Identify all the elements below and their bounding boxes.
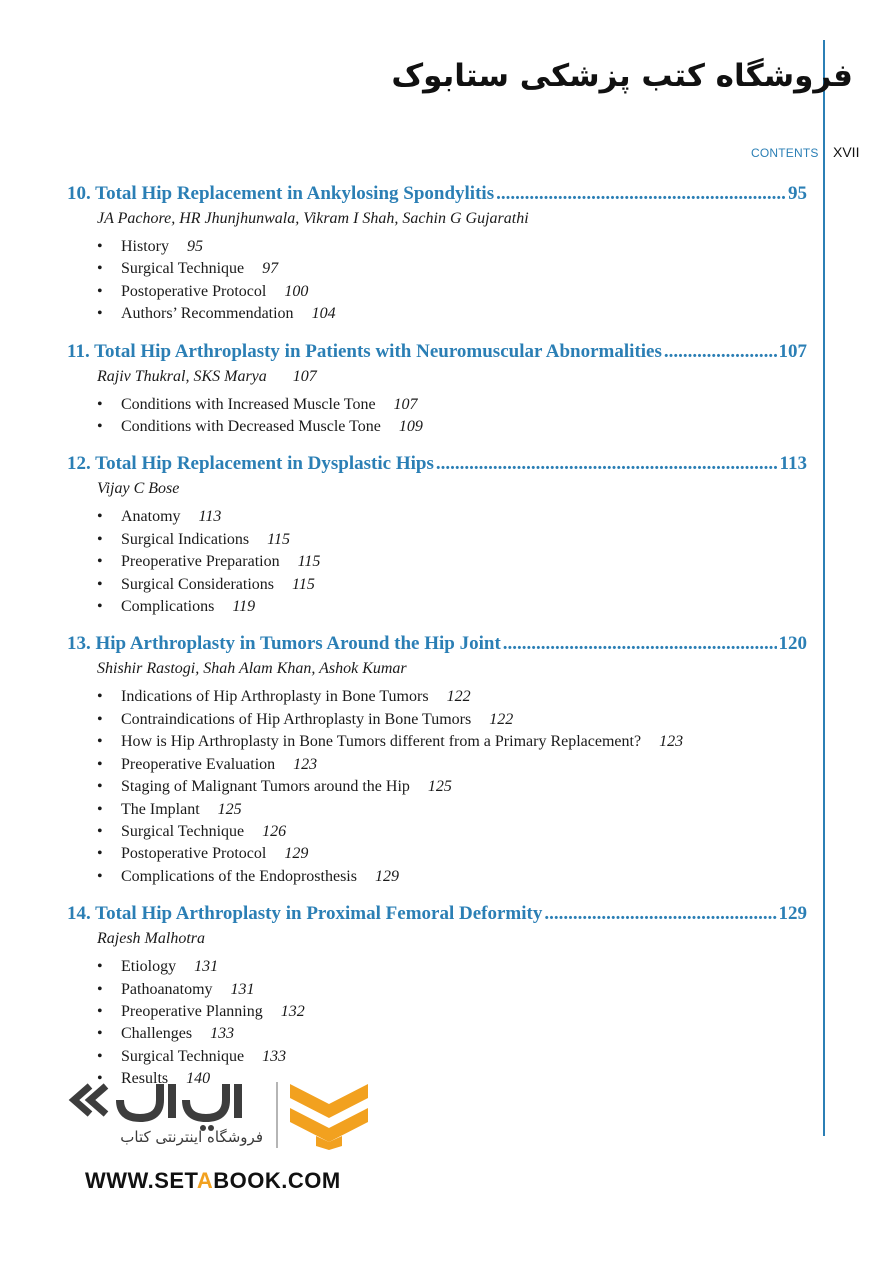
section-page: 119 bbox=[232, 598, 256, 616]
section-item[interactable] bbox=[97, 799, 807, 821]
section-label: Postoperative Protocol bbox=[121, 845, 267, 863]
chapter-entry bbox=[67, 630, 807, 888]
section-label: Preoperative Planning bbox=[121, 1002, 263, 1020]
section-list bbox=[67, 686, 807, 888]
chapter-title-line[interactable] bbox=[67, 630, 807, 658]
section-page: 123 bbox=[659, 733, 684, 751]
section-page: 125 bbox=[217, 800, 242, 818]
section-label: Staging of Malignant Tumors around the Hip bbox=[121, 778, 410, 796]
leader-dots bbox=[503, 630, 777, 658]
section-label: Surgical Indications bbox=[121, 530, 250, 548]
section-label: Conditions with Increased Muscle Tone bbox=[121, 395, 376, 413]
section-page: 107 bbox=[393, 395, 418, 413]
section-page: 95 bbox=[187, 238, 203, 255]
chapter-title-line[interactable] bbox=[67, 338, 807, 366]
section-label: How is Hip Arthroplasty in Bone Tumors different from a Primary Replacement? bbox=[121, 733, 642, 751]
section-page: 113 bbox=[198, 508, 222, 526]
chapter-title[interactable]: 10. Total Hip Replacement in Ankylosing Spondylitis bbox=[67, 183, 495, 204]
watermark-divider bbox=[276, 1082, 278, 1148]
section-page: 115 bbox=[292, 575, 315, 593]
chapter-page: 129 bbox=[778, 903, 807, 925]
url-prefix: WWW.SET bbox=[85, 1168, 197, 1193]
chapter-authors bbox=[97, 478, 807, 500]
chapter-authors bbox=[97, 658, 807, 680]
section-item[interactable] bbox=[97, 574, 807, 596]
section-label: Preoperative Evaluation bbox=[121, 755, 276, 773]
section-item[interactable] bbox=[97, 776, 807, 798]
section-page: 122 bbox=[489, 710, 514, 728]
leader-dots bbox=[436, 450, 778, 478]
section-item[interactable] bbox=[97, 236, 807, 258]
section-label: Challenges bbox=[121, 1025, 193, 1043]
margin-rule bbox=[823, 40, 825, 1136]
section-label: Complications bbox=[121, 598, 215, 616]
chapter-entry bbox=[67, 180, 807, 326]
section-item[interactable] bbox=[97, 979, 807, 1001]
section-item[interactable] bbox=[97, 551, 807, 573]
section-item[interactable] bbox=[97, 596, 807, 618]
section-label: Preoperative Preparation bbox=[121, 553, 280, 571]
section-page: 133 bbox=[210, 1025, 235, 1043]
section-label: Authors’ Recommendation bbox=[121, 305, 294, 323]
table-of-contents bbox=[67, 180, 807, 1103]
chapter-authors bbox=[97, 208, 807, 230]
chapter-entry bbox=[67, 450, 807, 618]
section-page: 125 bbox=[427, 778, 452, 796]
chapter-title[interactable]: 13. Hip Arthroplasty in Tumors Around the Hip Joint bbox=[67, 633, 501, 655]
section-item[interactable] bbox=[97, 303, 807, 325]
section-item[interactable] bbox=[97, 416, 807, 438]
chapter-page: 107 bbox=[778, 340, 807, 362]
section-label: Surgical Technique bbox=[121, 260, 245, 278]
chapter-page: 120 bbox=[778, 633, 807, 655]
section-page: 100 bbox=[284, 282, 309, 300]
chapter-title-line[interactable] bbox=[67, 180, 807, 208]
section-page: 109 bbox=[398, 418, 423, 436]
chapter-title[interactable]: 11. Total Hip Arthroplasty in Patients with Neuromuscular Abnormalities bbox=[67, 340, 662, 362]
watermark-tagline: فروشگاه اینترنتی کتاب bbox=[120, 1128, 263, 1146]
section-label: Conditions with Decreased Muscle Tone bbox=[121, 418, 381, 436]
section-list bbox=[67, 956, 807, 1090]
section-page: 104 bbox=[311, 305, 336, 323]
section-page: 133 bbox=[262, 1047, 287, 1065]
chapter-authors bbox=[97, 928, 807, 950]
url-accent: A bbox=[196, 1168, 214, 1193]
section-page: 126 bbox=[262, 822, 287, 840]
chapter-authors bbox=[97, 366, 807, 388]
leader-dots bbox=[544, 900, 776, 928]
section-item[interactable] bbox=[97, 394, 807, 416]
chapter-title-line[interactable] bbox=[67, 450, 807, 478]
section-label: Complications of the Endoprosthesis bbox=[121, 867, 357, 885]
chapter-title[interactable]: 12. Total Hip Replacement in Dysplastic Hips bbox=[67, 453, 434, 475]
authors-names: Vijay C Bose bbox=[97, 480, 180, 498]
section-label: Surgical Considerations bbox=[121, 575, 275, 593]
section-item[interactable] bbox=[97, 1023, 807, 1045]
section-item[interactable] bbox=[97, 843, 807, 865]
section-list bbox=[67, 236, 807, 326]
section-page: 115 bbox=[297, 553, 321, 571]
section-item[interactable] bbox=[97, 686, 807, 708]
section-item[interactable] bbox=[97, 1001, 807, 1023]
section-page: 129 bbox=[374, 867, 399, 885]
section-label: Pathoanatomy bbox=[121, 980, 213, 998]
section-page: 123 bbox=[293, 755, 318, 773]
section-list bbox=[67, 506, 807, 618]
chapter-title-line[interactable] bbox=[67, 900, 807, 928]
leader-dots bbox=[664, 338, 777, 366]
section-label: Anatomy bbox=[121, 508, 181, 526]
section-label: Surgical Technique bbox=[121, 1047, 245, 1065]
section-list bbox=[67, 394, 807, 439]
section-item[interactable] bbox=[97, 821, 807, 843]
section-item[interactable] bbox=[97, 731, 807, 753]
chapter-page: 113 bbox=[779, 453, 807, 475]
section-page: 132 bbox=[280, 1002, 305, 1020]
section-label: Results bbox=[121, 1070, 169, 1088]
section-page: 131 bbox=[230, 980, 255, 998]
section-page: 115 bbox=[267, 530, 290, 548]
section-item[interactable] bbox=[97, 506, 807, 528]
section-item[interactable] bbox=[97, 529, 807, 551]
section-label: Contraindications of Hip Arthroplasty in Bone Tumors bbox=[121, 710, 472, 728]
section-label: Surgical Technique bbox=[121, 822, 245, 840]
section-label: Indications of Hip Arthroplasty in Bone Tumors bbox=[121, 688, 429, 706]
authors-names: Rajesh Malhotra bbox=[97, 930, 205, 948]
section-page: 131 bbox=[194, 958, 219, 976]
watermark-url bbox=[85, 1168, 341, 1194]
section-item[interactable] bbox=[97, 956, 807, 978]
section-page: 129 bbox=[284, 845, 309, 863]
page-banner-title: فروشگاه کتب پزشکی ستابوک bbox=[391, 58, 853, 94]
authors-names: Rajiv Thukral, SKS Marya bbox=[97, 367, 267, 385]
section-label: Etiology bbox=[121, 958, 177, 976]
url-suffix: BOOK.COM bbox=[213, 1168, 341, 1193]
setabook-watermark bbox=[68, 1078, 378, 1198]
authors-names: Shishir Rastogi, Shah Alam Khan, Ashok Kumar bbox=[97, 660, 407, 678]
section-page: 97 bbox=[262, 260, 279, 278]
section-label: The Implant bbox=[121, 800, 200, 818]
section-item[interactable] bbox=[97, 709, 807, 731]
running-head: CONTENTS bbox=[751, 146, 819, 160]
section-item[interactable] bbox=[97, 258, 807, 280]
chapter-page: 95 bbox=[788, 183, 807, 204]
chapter-entry bbox=[67, 900, 807, 1090]
section-item[interactable] bbox=[97, 754, 807, 776]
chapter-title[interactable]: 14. Total Hip Arthroplasty in Proximal Femoral Deformity bbox=[67, 903, 543, 925]
authors-names: JA Pachore, HR Jhunjhunwala, Vikram I Shah, Sachin G Gujarathi bbox=[97, 210, 529, 227]
section-item[interactable] bbox=[97, 1046, 807, 1068]
section-label: History bbox=[121, 238, 169, 255]
authors-page: 107 bbox=[292, 367, 317, 385]
section-page: 122 bbox=[446, 688, 471, 706]
chevron-logo-icon bbox=[286, 1080, 372, 1150]
leader-dots bbox=[496, 180, 786, 208]
page-number: XVII bbox=[833, 144, 860, 160]
section-page: 140 bbox=[186, 1070, 211, 1088]
section-item[interactable] bbox=[97, 281, 807, 303]
chapter-entry bbox=[67, 338, 807, 439]
section-label: Postoperative Protocol bbox=[121, 282, 267, 300]
section-item[interactable] bbox=[97, 866, 807, 888]
